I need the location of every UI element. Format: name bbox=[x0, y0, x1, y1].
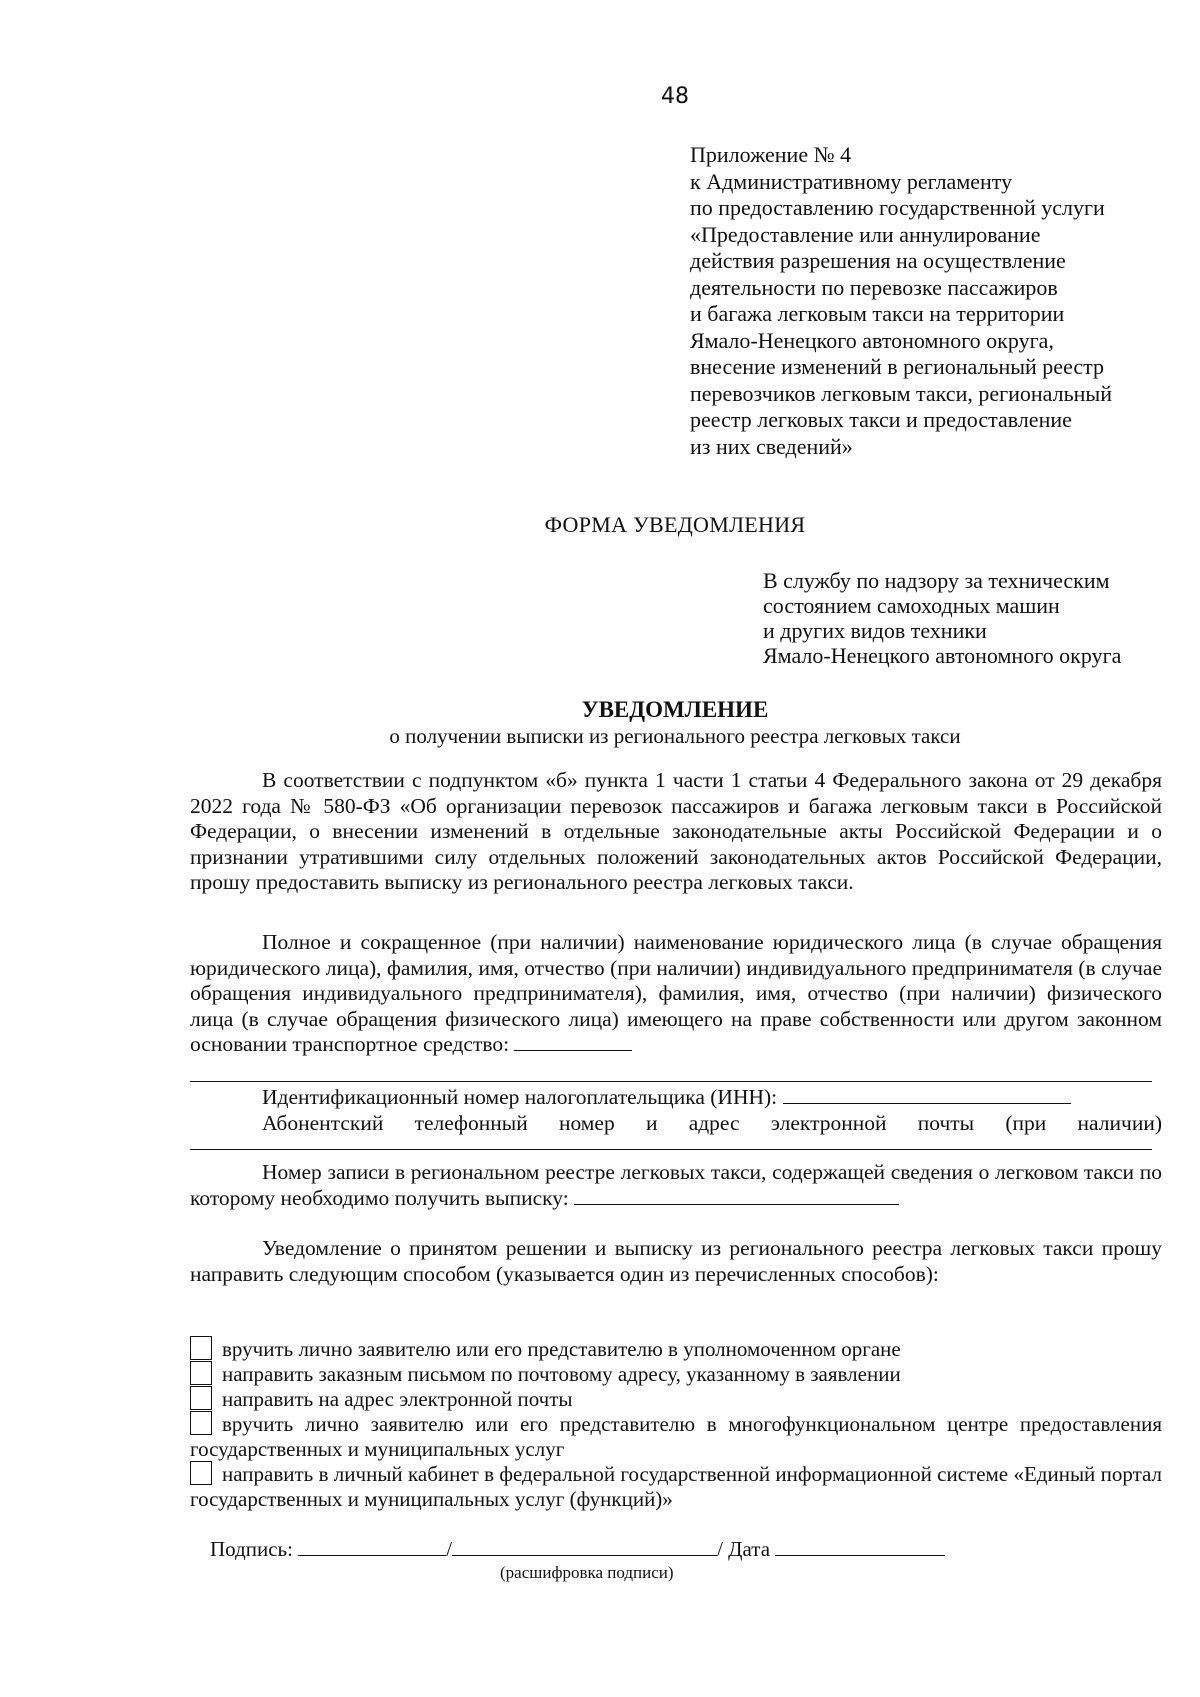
appendix-line: Ямало-Ненецкого автономного округа, bbox=[690, 327, 1054, 353]
legal-basis-text: В соответствии с подпунктом «б» пункта 1 части 1 статьи 4 Федерального закона от 29 декабря 2022 года № 580-ФЗ «Об организации перевозок пассажиров и багажа легковым такси в Российской Федерации, о внесении изменений в отдельные законодательные акты Российской Федерации и о признании утратившими силу отдельных положений законодательных актов Российской Федерации, прошу предоставить выписку из регионального реестра легковых такси. bbox=[190, 768, 1162, 894]
addressee-block bbox=[763, 568, 1193, 668]
appendix-line: «Предоставление или аннулирование bbox=[690, 221, 1041, 247]
addressee-line: состоянием самоходных машин bbox=[763, 593, 1060, 618]
appendix-line: и багажа легковым такси на территории bbox=[690, 301, 1065, 326]
option-checkbox[interactable] bbox=[190, 1361, 212, 1385]
date-label: Дата bbox=[728, 1537, 771, 1561]
appendix-line: Приложение № 4 bbox=[690, 142, 852, 167]
appendix-line: к Административному регламенту bbox=[690, 168, 1013, 194]
option-checkbox[interactable] bbox=[190, 1411, 212, 1435]
applicant-paragraph bbox=[190, 930, 1162, 1058]
date-field[interactable] bbox=[775, 1554, 945, 1556]
option-checkbox[interactable] bbox=[190, 1336, 212, 1360]
document-title: УВЕДОМЛЕНИЕ bbox=[581, 697, 769, 722]
addressee-line: В службу по надзору за техническим bbox=[763, 568, 1110, 593]
option-label: вручить лично заявителю или его представителю в многофункциональном центре предоставления государственных и муниципальных услуг bbox=[190, 1412, 1162, 1461]
appendix-line: по предоставлению государственной услуги bbox=[690, 195, 1105, 220]
option-label: направить заказным письмом по почтовому адресу, указанному в заявлении bbox=[222, 1362, 901, 1386]
inn-label: Идентификационный номер налогоплательщика (ИНН): bbox=[262, 1085, 778, 1109]
signature-decoding-field[interactable] bbox=[452, 1554, 717, 1556]
page-number: 48 bbox=[661, 84, 689, 109]
contacts-row bbox=[190, 1111, 1162, 1137]
appendix-line: из них сведений» bbox=[690, 433, 853, 459]
delivery-option-mfc bbox=[190, 1411, 1162, 1462]
signature-row: Подпись: / / Дата bbox=[210, 1537, 945, 1562]
delivery-option-registered-mail bbox=[190, 1361, 1162, 1387]
signature-label: Подпись: bbox=[210, 1537, 293, 1561]
appendix-line: перевозчиков легковым такси, региональный bbox=[690, 380, 1112, 406]
document-subtitle: о получении выписки из регионального реестра легковых такси bbox=[389, 724, 961, 748]
delivery-intro-text: Уведомление о принятом решении и выписку из регионального реестра легковых такси прошу направить следующим способом (указывается один из перечисленных способов): bbox=[190, 1236, 1162, 1286]
appendix-header bbox=[690, 142, 1170, 460]
option-label: вручить лично заявителю или его представителю в уполномоченном органе bbox=[222, 1337, 901, 1361]
inn-row bbox=[190, 1085, 1162, 1111]
addressee-line: и других видов техники bbox=[763, 618, 987, 643]
delivery-option-email bbox=[190, 1386, 1162, 1412]
appendix-line: деятельности по перевозке пассажиров bbox=[690, 274, 1058, 300]
appendix-line: реестр легковых такси и предоставление bbox=[690, 407, 1072, 432]
signature-field[interactable] bbox=[298, 1554, 446, 1556]
delivery-option-gosuslugi bbox=[190, 1461, 1162, 1512]
appendix-line: действия разрешения на осуществление bbox=[690, 248, 1066, 273]
applicant-text: Полное и сокращенное (при наличии) наименование юридического лица (в случае обращения юридического лица), фамилия, имя, отчество (при наличии) индивидуального предпринимателя (в случае обращения индивидуального предпринимателя), фамилия, имя, отчество (при наличии) физического лица (в случае обращения физического лица) имеющего на праве собственности или другом законном основании транспортное средство: bbox=[190, 930, 1162, 1056]
option-checkbox[interactable] bbox=[190, 1386, 212, 1410]
form-title: ФОРМА УВЕДОМЛЕНИЯ bbox=[544, 512, 806, 537]
record-number-field[interactable] bbox=[574, 1203, 899, 1205]
option-label: направить в личный кабинет в федеральной государственной информационной системе «Единый портал государственных и муниципальных услуг (функций)» bbox=[190, 1462, 1162, 1511]
contacts-label: Абонентский телефонный номер и адрес электронной почты (при наличии) bbox=[262, 1111, 1162, 1135]
applicant-name-field[interactable] bbox=[514, 1049, 632, 1051]
contacts-field[interactable] bbox=[190, 1149, 1152, 1150]
record-number-row bbox=[190, 1160, 1162, 1211]
signature-caption: (расшифровка подписи) bbox=[500, 1563, 674, 1582]
delivery-intro-paragraph bbox=[190, 1236, 1162, 1287]
inn-field[interactable] bbox=[783, 1102, 1071, 1104]
applicant-name-field-line2[interactable] bbox=[190, 1081, 1152, 1082]
delivery-option-in-person bbox=[190, 1336, 1162, 1362]
legal-basis-paragraph bbox=[190, 768, 1162, 896]
option-checkbox[interactable] bbox=[190, 1461, 212, 1485]
appendix-line: внесение изменений в региональный реестр bbox=[690, 354, 1105, 379]
addressee-line: Ямало-Ненецкого автономного округа bbox=[763, 643, 1122, 668]
option-label: направить на адрес электронной почты bbox=[222, 1387, 573, 1411]
record-label: Номер записи в региональном реестре легковых такси, содержащей сведения о легковом такси по которому необходимо получить выписку: bbox=[190, 1160, 1162, 1210]
